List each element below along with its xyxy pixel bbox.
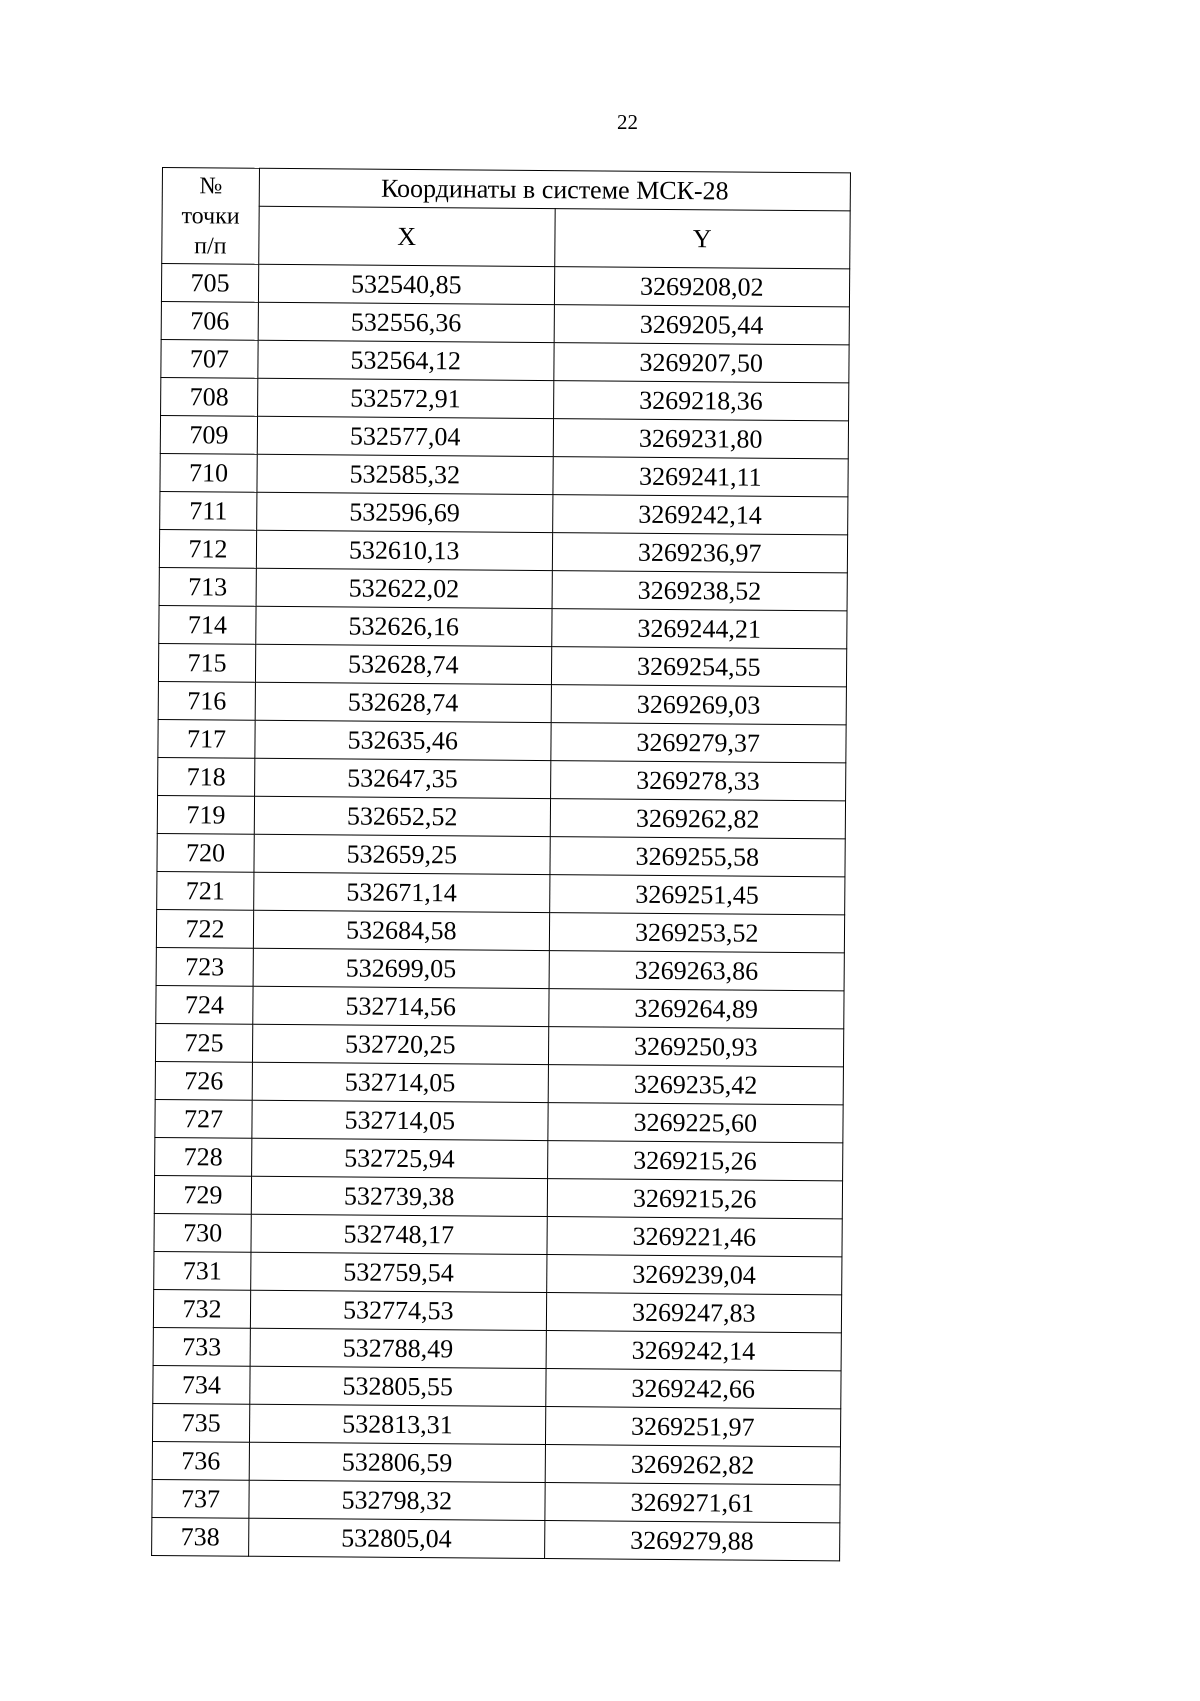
table-row	[161, 301, 849, 344]
y-coordinate-cell: 3269207,50	[553, 343, 849, 383]
table-row	[153, 1289, 841, 1332]
table-row	[155, 1061, 843, 1104]
coordinates-table	[151, 167, 851, 1561]
y-coordinate-cell: 3269231,80	[553, 419, 849, 459]
y-coordinate-cell: 3269264,89	[548, 989, 844, 1029]
x-coordinate-cell: 532659,25	[254, 834, 550, 874]
point-number-header-line-3: п/п	[194, 232, 227, 260]
table-row	[159, 605, 847, 648]
x-coordinate-cell: 532805,55	[250, 1366, 546, 1406]
y-coordinate-cell: 3269241,11	[552, 457, 848, 497]
y-coordinate-cell: 3269262,82	[545, 1445, 841, 1485]
x-coordinate-cell: 532585,32	[257, 454, 553, 494]
point-number-cell: 726	[155, 1061, 252, 1100]
x-coordinate-cell: 532748,17	[251, 1214, 547, 1254]
x-coordinate-cell: 532652,52	[254, 796, 550, 836]
table-row	[156, 985, 844, 1028]
y-coordinate-cell: 3269271,61	[544, 1483, 840, 1523]
point-number-cell: 712	[159, 529, 256, 568]
table-row	[154, 1251, 842, 1294]
y-coordinate-cell: 3269251,97	[545, 1407, 841, 1447]
x-coordinate-cell: 532628,74	[255, 644, 551, 684]
point-number-cell: 715	[158, 643, 255, 682]
point-number-cell: 732	[153, 1289, 250, 1328]
y-coordinate-cell: 3269262,82	[550, 799, 846, 839]
y-coordinate-cell: 3269278,33	[550, 761, 846, 801]
point-number-header	[162, 168, 260, 265]
table-row	[160, 453, 848, 496]
table-row	[161, 339, 849, 382]
x-coordinate-cell: 532572,91	[258, 378, 554, 418]
y-coordinate-cell: 3269235,42	[548, 1065, 844, 1105]
y-coordinate-cell: 3269225,60	[547, 1103, 843, 1143]
table-row	[155, 1023, 843, 1066]
x-coordinate-cell: 532564,12	[258, 340, 554, 380]
table-row	[153, 1327, 841, 1370]
x-coordinate-cell: 532720,25	[252, 1024, 548, 1064]
x-coordinate-cell: 532714,56	[253, 986, 549, 1026]
point-number-cell: 709	[160, 415, 257, 454]
table-row	[157, 833, 845, 876]
y-coordinate-cell: 3269263,86	[549, 951, 845, 991]
x-coordinate-cell: 532813,31	[249, 1404, 545, 1444]
point-number-cell: 719	[157, 795, 254, 834]
table-row	[158, 719, 846, 762]
x-coordinate-cell: 532540,85	[258, 264, 554, 304]
x-coordinate-cell: 532610,13	[256, 530, 552, 570]
y-column-header: Y	[554, 209, 850, 269]
table-row	[156, 947, 844, 990]
point-number-cell: 708	[161, 377, 258, 416]
x-coordinate-cell: 532788,49	[250, 1328, 546, 1368]
table-row	[155, 1137, 843, 1180]
point-number-cell: 720	[157, 833, 254, 872]
point-number-cell: 735	[152, 1403, 249, 1442]
point-number-cell: 718	[158, 757, 255, 796]
x-coordinate-cell: 532806,59	[249, 1442, 545, 1482]
page-number: 22	[617, 110, 638, 134]
point-number-cell: 711	[160, 491, 257, 530]
table-body	[152, 264, 850, 1561]
y-coordinate-cell: 3269215,26	[547, 1179, 843, 1219]
point-number-cell: 725	[155, 1023, 252, 1062]
y-coordinate-cell: 3269215,26	[547, 1141, 843, 1181]
table-row	[154, 1175, 842, 1218]
point-number-cell: 706	[161, 301, 258, 340]
y-coordinate-cell: 3269239,04	[546, 1255, 842, 1295]
x-coordinate-cell: 532714,05	[252, 1100, 548, 1140]
x-coordinate-cell: 532739,38	[251, 1176, 547, 1216]
table-row	[161, 264, 849, 307]
x-coordinate-cell: 532671,14	[254, 872, 550, 912]
point-number-header-line-2: точки	[181, 202, 240, 230]
point-number-cell: 737	[152, 1479, 249, 1518]
point-number-header-line-1: №	[199, 172, 223, 199]
y-coordinate-cell: 3269247,83	[546, 1293, 842, 1333]
y-coordinate-cell: 3269205,44	[554, 305, 850, 345]
x-coordinate-cell: 532714,05	[252, 1062, 548, 1102]
y-coordinate-cell: 3269242,14	[546, 1331, 842, 1371]
x-coordinate-cell: 532699,05	[253, 948, 549, 988]
x-coordinate-cell: 532798,32	[249, 1480, 545, 1520]
point-number-cell: 713	[159, 567, 256, 606]
point-number-cell: 727	[155, 1099, 252, 1138]
table-row	[152, 1517, 840, 1560]
table-row	[155, 1099, 843, 1142]
table-row	[152, 1479, 840, 1522]
x-coordinate-cell: 532805,04	[249, 1518, 545, 1558]
y-coordinate-cell: 3269218,36	[553, 381, 849, 421]
table-row	[158, 681, 846, 724]
y-coordinate-cell: 3269279,37	[550, 723, 846, 763]
coordinate-system-header: Координаты в системе МСК-28	[259, 168, 850, 211]
point-number-cell: 705	[161, 264, 258, 303]
y-coordinate-cell: 3269238,52	[552, 571, 848, 611]
x-coordinate-cell: 532647,35	[255, 758, 551, 798]
y-coordinate-cell: 3269236,97	[552, 533, 848, 573]
x-coordinate-cell: 532774,53	[250, 1290, 546, 1330]
y-coordinate-cell: 3269251,45	[549, 875, 845, 915]
point-number-cell: 722	[156, 909, 253, 948]
point-number-cell: 716	[158, 681, 255, 720]
y-coordinate-cell: 3269242,14	[552, 495, 848, 535]
x-coordinate-cell: 532577,04	[257, 416, 553, 456]
table-row	[157, 795, 845, 838]
point-number-cell: 730	[154, 1213, 251, 1252]
table-row	[152, 1441, 840, 1484]
table-row	[160, 415, 848, 458]
point-number-cell: 723	[156, 947, 253, 986]
point-number-cell: 721	[157, 871, 254, 910]
x-coordinate-cell: 532684,58	[253, 910, 549, 950]
y-coordinate-cell: 3269208,02	[554, 267, 850, 307]
x-coordinate-cell: 532628,74	[255, 682, 551, 722]
point-number-cell: 714	[159, 605, 256, 644]
y-coordinate-cell: 3269255,58	[549, 837, 845, 877]
y-coordinate-cell: 3269221,46	[546, 1217, 842, 1257]
point-number-cell: 717	[158, 719, 255, 758]
y-coordinate-cell: 3269254,55	[551, 647, 847, 687]
y-coordinate-cell: 3269279,88	[544, 1521, 840, 1561]
point-number-cell: 710	[160, 453, 257, 492]
x-coordinate-cell: 532622,02	[256, 568, 552, 608]
point-number-cell: 729	[154, 1175, 251, 1214]
table-row	[159, 567, 847, 610]
table-row	[154, 1213, 842, 1256]
point-number-cell: 724	[156, 985, 253, 1024]
x-coordinate-cell: 532635,46	[255, 720, 551, 760]
table-row	[157, 871, 845, 914]
x-column-header: X	[259, 206, 555, 266]
x-coordinate-cell: 532759,54	[251, 1252, 547, 1292]
table-row	[153, 1365, 841, 1408]
y-coordinate-cell: 3269250,93	[548, 1027, 844, 1067]
table-row	[159, 529, 847, 572]
y-coordinate-cell: 3269244,21	[551, 609, 847, 649]
x-coordinate-cell: 532626,16	[256, 606, 552, 646]
table-row	[156, 909, 844, 952]
point-number-cell: 733	[153, 1327, 250, 1366]
y-coordinate-cell: 3269269,03	[551, 685, 847, 725]
point-number-cell: 738	[152, 1517, 249, 1556]
point-number-cell: 728	[155, 1137, 252, 1176]
y-coordinate-cell: 3269253,52	[549, 913, 845, 953]
x-coordinate-cell: 532556,36	[258, 302, 554, 342]
point-number-cell: 707	[161, 339, 258, 378]
x-coordinate-cell: 532596,69	[257, 492, 553, 532]
y-coordinate-cell: 3269242,66	[545, 1369, 841, 1409]
table-row	[161, 377, 849, 420]
table-row	[158, 757, 846, 800]
table-row	[158, 643, 846, 686]
point-number-cell: 736	[152, 1441, 249, 1480]
x-coordinate-cell: 532725,94	[252, 1138, 548, 1178]
point-number-cell: 731	[154, 1251, 251, 1290]
table-row	[160, 491, 848, 534]
table-row	[152, 1403, 840, 1446]
point-number-cell: 734	[153, 1365, 250, 1404]
